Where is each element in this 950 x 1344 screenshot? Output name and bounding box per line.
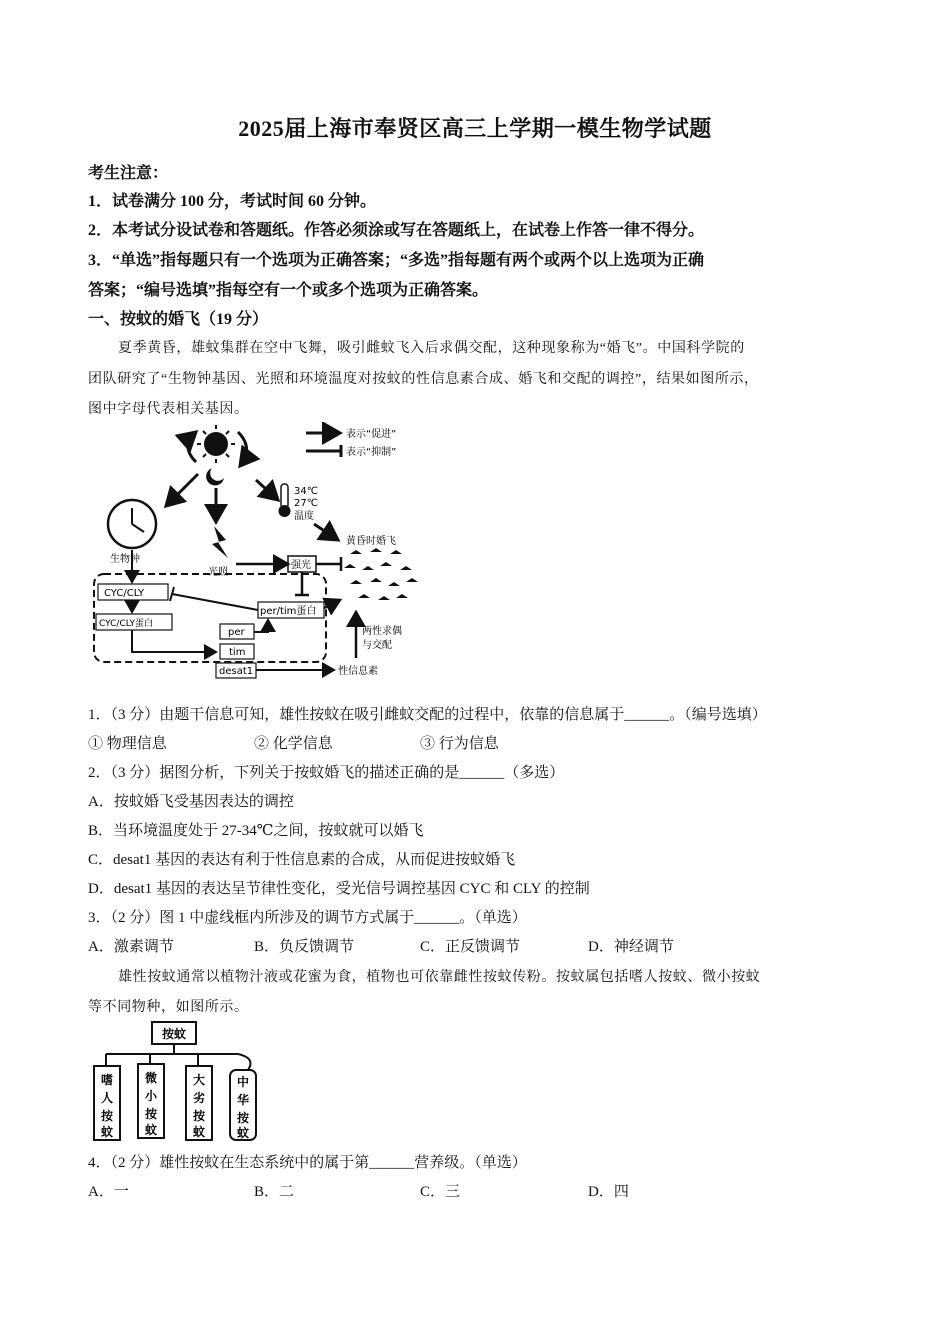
q3-stem: 3．（2 分）图 1 中虚线框内所涉及的调节方式属于______。（单选） [88, 910, 527, 926]
tree-root-label: 按蚊 [161, 1027, 187, 1041]
q2-option-c: C．desat1 基因的表达有利于性信息素的合成，从而促进按蚊婚飞 [88, 852, 516, 868]
notice-item-2: 2．本考试分设试卷和答题纸。作答必须涂或写在答题纸上，在试卷上作答一律不得分。 [88, 222, 705, 239]
species-1-char-2: 人 [100, 1091, 114, 1105]
q4-option-b: B．二 [254, 1184, 295, 1200]
species-3-char-1: 大 [192, 1073, 206, 1087]
cycle-arrow-left [188, 432, 196, 462]
species-1-char-4: 蚊 [100, 1125, 114, 1139]
q3-option-c: C．正反馈调节 [420, 939, 521, 955]
tim-label: tim [229, 647, 246, 658]
species-3-char-3: 按 [192, 1109, 206, 1123]
moon-icon [206, 468, 224, 485]
dusk-swarm-label: 黄昏时婚飞 [346, 536, 396, 547]
clock-label: 生物钟 [110, 554, 140, 565]
q2-option-a: A．按蚊婚飞受基因表达的调控 [88, 794, 294, 810]
cycle-arrow-right [238, 432, 247, 466]
species-4-char-4: 蚊 [236, 1126, 250, 1140]
species-2-char-2: 小 [144, 1089, 158, 1103]
q3-option-a: A．激素调节 [88, 939, 174, 955]
page-title: 2025届上海市奉贤区高三上学期一模生物学试题 [238, 116, 712, 141]
q1-option-1: ① 物理信息 [88, 736, 167, 752]
intro-line-3: 图中字母代表相关基因。 [88, 402, 249, 417]
cyc-clk-label: CYC/CLY [104, 588, 145, 599]
clock-icon [108, 500, 156, 548]
temp-low-label: 27℃ [294, 498, 318, 509]
q2-option-d: D．desat1 基因的表达呈节律性变化，受光信号调控基因 CYC 和 CLY 的控制 [88, 881, 590, 897]
regulation-diagram [88, 422, 428, 684]
light-label: 光照 [208, 567, 228, 578]
q1-stem: 1．（3 分）由题干信息可知，雄性按蚊在吸引雌蚊交配的过程中，依靠的信息属于______。（编号选填） [88, 707, 767, 723]
q4-option-a: A．一 [88, 1184, 129, 1200]
species-2-char-1: 微 [144, 1071, 158, 1085]
q1-option-3: ③ 行为信息 [420, 736, 499, 752]
per-label: per [228, 627, 245, 638]
temp-high-label: 34℃ [294, 486, 318, 497]
passage2-line-1: 雄性按蚊通常以植物汁液或花蜜为食，植物也可依靠雌性按蚊传粉。按蚊属包括嗜人按蚊、微小按蚊 [118, 970, 761, 985]
mosquito-swarm-icon [344, 548, 418, 600]
section-heading: 一、按蚊的婚飞（19 分） [88, 311, 269, 328]
species-4-char-3: 按 [236, 1111, 250, 1125]
passage2-line-2: 等不同物种，如图所示。 [88, 1000, 249, 1015]
cyc-protein-label: CYC/CLY蛋白 [99, 619, 154, 629]
intro-line-1: 夏季黄昏，雄蚊集群在空中飞舞，吸引雌蚊飞入后求偶交配，这种现象称为“婚飞”。中国科学院的 [118, 341, 745, 356]
thermometer-icon [279, 484, 291, 517]
q4-stem: 4．（2 分）雄性按蚊在生态系统中的属于第______营养级。（单选） [88, 1155, 527, 1171]
desat1-label: desat1 [219, 666, 254, 677]
per-tim-protein-label: per/tim蛋白 [260, 606, 317, 617]
notice-heading: 考生注意： [88, 165, 169, 182]
legend-inhibit-label: 表示“抑制” [346, 447, 397, 458]
notice-item-1: 1．试卷满分 100 分，考试时间 60 分钟。 [88, 193, 377, 210]
sun-icon [197, 425, 235, 463]
species-1-char-1: 嗜 [100, 1073, 114, 1087]
q4-option-c: C．三 [420, 1184, 461, 1200]
species-3-char-2: 劣 [192, 1091, 206, 1105]
species-3-char-4: 蚊 [192, 1125, 206, 1139]
q2-option-b: B．当环境温度处于 27-34℃之间，按蚊就可以婚飞 [88, 823, 424, 839]
species-4-char-1: 中 [236, 1075, 250, 1089]
anopheles-tree-diagram [88, 1020, 260, 1144]
temp-label: 温度 [294, 511, 314, 522]
notice-item-3: 3．“单选”指每题只有一个选项为正确答案；“多选”指每题有两个或两个以上选项为正确 [88, 252, 705, 269]
q1-option-2: ② 化学信息 [254, 736, 333, 752]
intro-line-2: 团队研究了“生物钟基因、光照和环境温度对按蚊的性信息素合成、婚飞和交配的调控”，结果如图所示， [88, 372, 759, 387]
notice-item-3-cont: 答案；“编号选填”指每空有一个或多个选项为正确答案。 [88, 282, 489, 299]
species-4-char-2: 华 [236, 1093, 250, 1107]
q3-option-b: B．负反馈调节 [254, 939, 355, 955]
species-1-char-3: 按 [100, 1109, 114, 1123]
mating-label-1: 两性求偶 [362, 626, 402, 637]
strong-light-label: 强光 [291, 560, 311, 571]
legend-promote-label: 表示“促进” [346, 429, 397, 440]
lightning-icon [212, 526, 228, 558]
q2-stem: 2．（3 分）据图分析，下列关于按蚊婚飞的描述正确的是______（多选） [88, 765, 565, 781]
mating-label-2: 与交配 [362, 640, 392, 651]
species-2-char-4: 蚊 [144, 1123, 158, 1137]
q4-option-d: D．四 [588, 1184, 629, 1200]
pheromone-label: 性信息素 [338, 666, 378, 677]
q3-option-d: D．神经调节 [588, 939, 674, 955]
species-2-char-3: 按 [144, 1107, 158, 1121]
